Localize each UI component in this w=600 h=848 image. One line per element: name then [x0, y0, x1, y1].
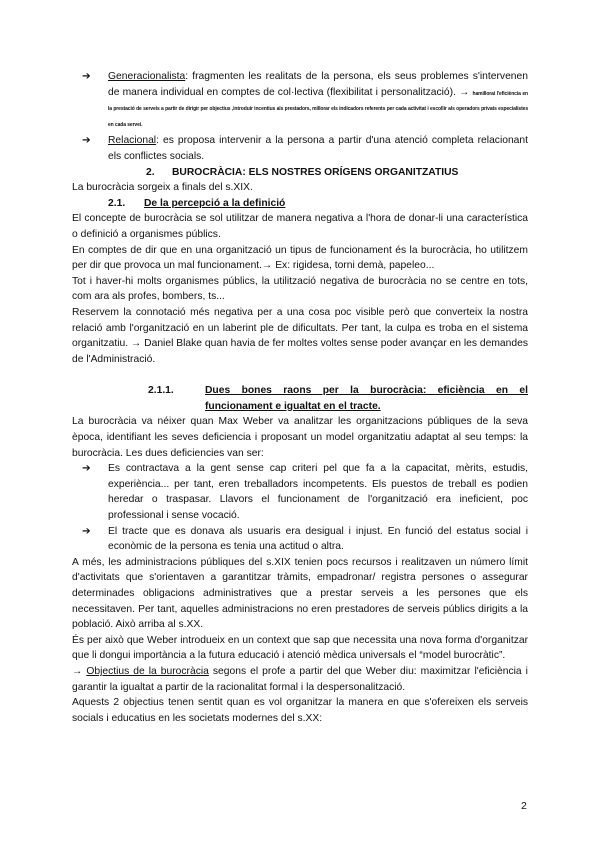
section-number: 2.1. — [108, 197, 126, 209]
paragraph — [72, 664, 528, 695]
section-heading-2-1 — [72, 196, 528, 212]
spacer — [72, 367, 528, 383]
section-number: 2. — [146, 166, 155, 178]
section-title: BUROCRÀCIA: ELS NOSTRES ORÍGENS ORGANITZATIUS — [172, 166, 459, 178]
term-objectius: Objectius de la burocràcia — [86, 665, 209, 677]
document-page — [72, 69, 528, 726]
paragraph: La burocràcia va néixer quan Max Weber va analitzar les organitzacions públiques de la seva època, identifiant les seves deficiencia i proposant un model organitzatiu adaptat al seu temps: la burocràcia. Les dues deficiencies van ser: — [72, 416, 528, 459]
paragraph: És per això que Weber introdueix en un context que sap que necessita una nova forma d'organitzar que li dongui importància a la futura educació i atenció mèdica universals el “model burocràtic”. — [72, 634, 528, 662]
arrow-bullet-icon: ➔ — [82, 71, 91, 82]
note-arrow: → — [459, 86, 473, 98]
list-item — [72, 524, 528, 555]
arrow-bullet-icon: ➔ — [82, 135, 91, 147]
section-number: 2.1.1. — [148, 385, 174, 397]
bullet-text: : es proposa intervenir a la persona a partir d'una atenció completa relacionant els conflictes socials. — [108, 135, 528, 162]
paragraph: La burocràcia sorgeix a finals del s.XIX. — [72, 182, 253, 194]
section-title: Dues bones raons per la burocràcia: eficiència en el funcionament e igualtat en el tracte. — [205, 385, 528, 412]
arrow-bullet-icon: ➔ — [82, 525, 91, 537]
note-arrow: → — [72, 665, 87, 677]
section-heading-2-1-1 — [72, 383, 528, 414]
list-item — [72, 461, 528, 523]
paragraph: Reservem la connotació més negativa per a una cosa poc visible però que converteix la nostra relació amb l'organització en un laberint ple de dificultats. Per tant, la culpa es troba en el sistema organitzatiu. → Daniel Blake quan havia de fer moltes voltes sense poder avançar en les demandes de l'Administració. — [72, 306, 528, 365]
bullet-text: : fragmenten les realitats de la persona, els seus problemes s'intervenen de manera individual en comptes de col·lectiva (flexibilitat i personalització). — [108, 71, 528, 98]
term-relacional: Relacional — [108, 135, 157, 147]
paragraph-text: segons el profe a partir del que Weber diu: maximitzar l'eficiència i garantir la igualtat a partir de la racionalitat formal i la despersonalització. — [72, 665, 528, 693]
paragraph: En comptes de dir que en una organització un tipus de funcionament és la burocràcia, ho utilitzem per dir que provoca un mal funcionament.→ Ex: rigidesa, torni demà, papeleo... — [72, 244, 528, 272]
paragraph: Aquests 2 objectius tenen sentit quan es vol organitzar la manera en que s'ofereixen els serveis socials i educatius en les societats modernes del s.XX: — [72, 697, 528, 724]
arrow-bullet-icon: ➔ — [82, 463, 91, 475]
list-item — [72, 69, 528, 131]
bullet-text: Es contractava a la gent sense cap criteri pel que fa a la capacitat, mèrits, estudis, experiència... per tant, eren treballadors incompetents. Els puestos de treball es podien heredar o traspasar. Llavors el funcionament de l'organització era ineficient, poc professional i sense vocació. — [108, 463, 528, 522]
section-heading-2 — [72, 165, 528, 181]
paragraph: Tot i haver-hi molts organismes públics, la utilització negativa de burocràcia no se centre en tots, com ara als profes, bombers, ts... — [72, 275, 528, 303]
paragraph: El concepte de burocràcia se sol utilitzar de manera negativa a l'hora de donar-li una característica o definició a organismes públics. — [72, 213, 528, 240]
paragraph: A més, les administracions públiques del s.XIX tenien pocs recursos i realitzaven un número límit d'activitats que s'orientaven a garantitzar tràmits, empadronar/ registra persones o assegurar determinades obligacions administratives que a prestar serveis a les persones que els necessitaven. Per tant, aquelles administracions no eren prestadores de serveis públics dirigits a la població. Això arriba al s.XX. — [72, 556, 528, 631]
section-title: De la percepció a la definició — [144, 197, 286, 209]
page-number: 2 — [521, 800, 527, 812]
bullet-text: El tracte que es donava als usuaris era desigual i injust. En funció del estatus social i econòmic de la persona es tenia una actitud o altra. — [108, 525, 528, 553]
term-generacionalista: Generacionalista — [108, 71, 186, 82]
small-note: hamillorai l'eficiència en la prestació de serveis a partir de dirigir per objectius ,introduir incentius als prestadors, millorar els indicadors referents per cada activitat i escollir als operadors privats especialistes en cada servei. — [108, 90, 528, 128]
list-item — [72, 133, 528, 164]
